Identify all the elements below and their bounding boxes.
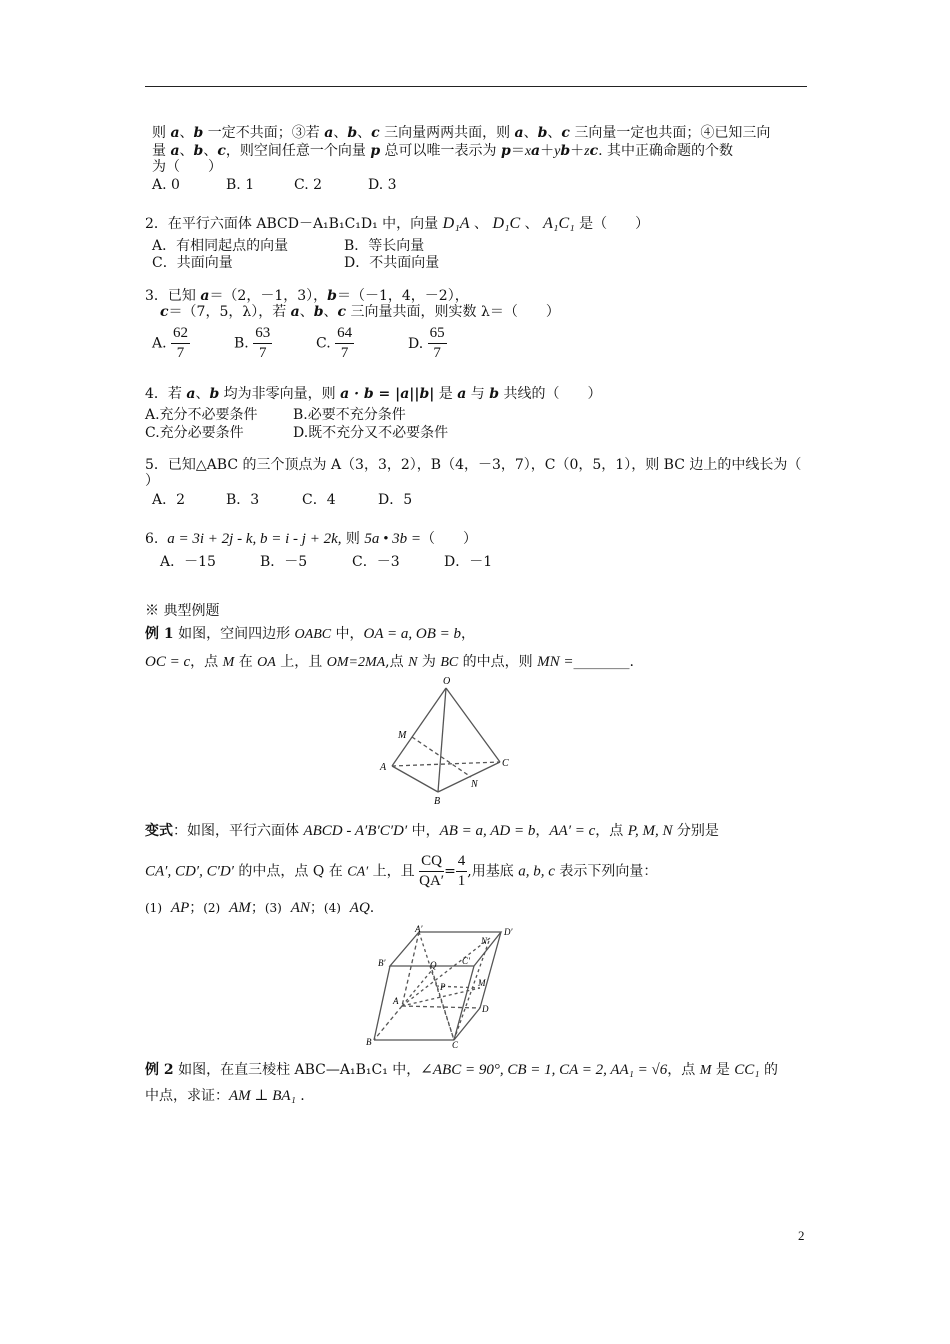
page-number: 2 bbox=[798, 1228, 805, 1243]
fig2-label-c-prime: C′ bbox=[462, 956, 470, 966]
header-rule bbox=[145, 86, 807, 87]
ex1-line-2: OC = c，点 M 在 OA 上，且 OM=2MA,点 N 为 BC 的中点，则 MN =________. bbox=[145, 654, 634, 670]
q3-options bbox=[152, 324, 447, 363]
q3-line-2: c＝（7，5，λ），若 a、b、c 三向量共面，则实数 λ＝（ ） bbox=[160, 304, 560, 320]
fig2-label-b-prime: B′ bbox=[378, 958, 386, 968]
q6-option-c: C．－3 bbox=[352, 554, 400, 570]
fig1-label-b: B bbox=[434, 796, 441, 806]
q4-stem: 4．若 a、b 均为非零向量，则 a · b = |a||b| 是 a 与 b 共线的（ ） bbox=[145, 386, 602, 402]
q1-option-c: C. 2 bbox=[294, 177, 323, 193]
q2-option-a: A．有相同起点的向量 bbox=[152, 238, 289, 254]
fig2-label-b: B bbox=[366, 1037, 372, 1047]
q1-options bbox=[152, 176, 397, 194]
q6-options bbox=[160, 553, 492, 571]
fig1-label-m: M bbox=[398, 730, 407, 741]
q4-option-c: C.充分必要条件 bbox=[145, 425, 244, 441]
q5-options bbox=[152, 491, 412, 509]
q6-option-d: D．－1 bbox=[444, 554, 493, 570]
q1-line-2: 量 a、b、c，则空间任意一个向量 p 总可以唯一表示为 p＝xa＋yb＋zc. 其中正确命题的个数 bbox=[152, 143, 734, 159]
fig2-label-n: N bbox=[481, 936, 488, 946]
q4-option-b: B.必要不充分条件 bbox=[293, 407, 406, 423]
fig1-label-c: C bbox=[502, 758, 509, 769]
fig1-label-o: O bbox=[443, 676, 451, 687]
q2-option-d: D．不共面向量 bbox=[344, 255, 440, 271]
tetrahedron-figure bbox=[370, 674, 520, 806]
fig2-label-p: P bbox=[440, 982, 446, 992]
ex1-line-1: 例 1 如图，空间四边形 OABC 中，OA = a, OB = b， bbox=[145, 626, 476, 642]
fig2-label-d-prime: D′ bbox=[504, 927, 513, 937]
q6-stem: 6. a = 3i + 2j - k, b = i - j + 2k, 则 5a • 3b =（ ） bbox=[145, 531, 478, 547]
q2-option-b: B．等长向量 bbox=[344, 238, 425, 254]
q5-option-b: B．3 bbox=[226, 492, 260, 508]
fig2-label-d: D bbox=[482, 1004, 489, 1014]
q4-option-a: A.充分不必要条件 bbox=[145, 407, 258, 423]
fig2-label-c: C bbox=[452, 1040, 459, 1048]
q6-option-a: A．－15 bbox=[160, 554, 216, 570]
fig2-label-a-prime: A′ bbox=[415, 924, 423, 934]
q2-option-c: C．共面向量 bbox=[152, 255, 233, 271]
var-line-3: (1) AP；(2) AM；(3) AN；(4) AQ. bbox=[145, 900, 375, 916]
q1-option-a: A. 0 bbox=[152, 177, 180, 193]
q1-option-b: B. 1 bbox=[226, 177, 255, 193]
q2-options-row-2 bbox=[152, 254, 439, 272]
fig1-label-a: A bbox=[380, 762, 387, 773]
q5-option-a: A．2 bbox=[152, 492, 186, 508]
q1-line-3: 为（ ） bbox=[152, 159, 222, 175]
q3-option-a: A. $\frac{62}{7}$ bbox=[152, 325, 189, 361]
fig1-label-n: N bbox=[471, 779, 478, 790]
fig2-label-a: A bbox=[393, 996, 399, 1006]
q1-line-1: 则 a、b 一定不共面；③若 a、b、c 三向量两两共面，则 a、b、c 三向量一定也共面；④已知三向 bbox=[152, 125, 771, 141]
parallelepiped-figure bbox=[362, 924, 524, 1048]
ex2-line-1: 例 2 如图，在直三棱柱 ABC—A₁B₁C₁ 中，∠ABC = 90°, CB = 1, CA = 2, AA₁ = √6，点 M 是 CC₁ 的 bbox=[145, 1062, 778, 1078]
q5-stem: 5．已知△ABC 的三个顶点为 A（3，3，2），B（4，－3，7），C（0，5，1），则 BC 边上的中线长为（ bbox=[145, 457, 802, 473]
q5-option-d: D．5 bbox=[378, 492, 413, 508]
var-line-2: CA′, CD′, C′D′ 的中点，点 Q 在 CA′ 上，且 $\frac{CQ}{QA'}$ = $\frac{4}{1}$ ,用基底 a, b, c 表示下列向量： bbox=[145, 853, 658, 889]
q3-option-d: D. $\frac{65}{7}$ bbox=[408, 325, 445, 361]
q1-option-d: D. 3 bbox=[368, 177, 397, 193]
q5-stem-cont: ） bbox=[145, 473, 159, 489]
q2-stem: 2．在平行六面体 ABCD－A₁B₁C₁D₁ 中，向量 D₁A 、 D₁C 、 A₁C₁ 是（ ） bbox=[145, 215, 650, 232]
q2-options-row-1 bbox=[152, 237, 424, 255]
q6-option-b: B．－5 bbox=[260, 554, 308, 570]
fig2-label-m: M bbox=[478, 978, 486, 988]
q4-options-row-1 bbox=[145, 405, 406, 425]
q4-option-d: D.既不充分又不必要条件 bbox=[293, 425, 449, 441]
q3-option-b: B. $\frac{63}{7}$ bbox=[234, 325, 271, 361]
q4-options-row-2 bbox=[145, 423, 448, 443]
section-heading: ※ 典型例题 bbox=[145, 603, 220, 619]
ex2-line-2: 中点，求证：AM ⊥ BA₁ . bbox=[145, 1088, 305, 1104]
var-line-1: 变式：如图，平行六面体 ABCD - A′B′C′D′ 中，AB = a, AD = b，AA′ = c，点 P, M, N 分别是 bbox=[145, 823, 719, 839]
fig2-label-q: Q bbox=[430, 960, 437, 970]
q5-option-c: C．4 bbox=[302, 492, 336, 508]
q3-option-c: C. $\frac{64}{7}$ bbox=[316, 325, 353, 361]
q3-line-1: 3．已知 a＝（2，－1，3），b＝（－1，4，－2）， bbox=[145, 288, 469, 304]
